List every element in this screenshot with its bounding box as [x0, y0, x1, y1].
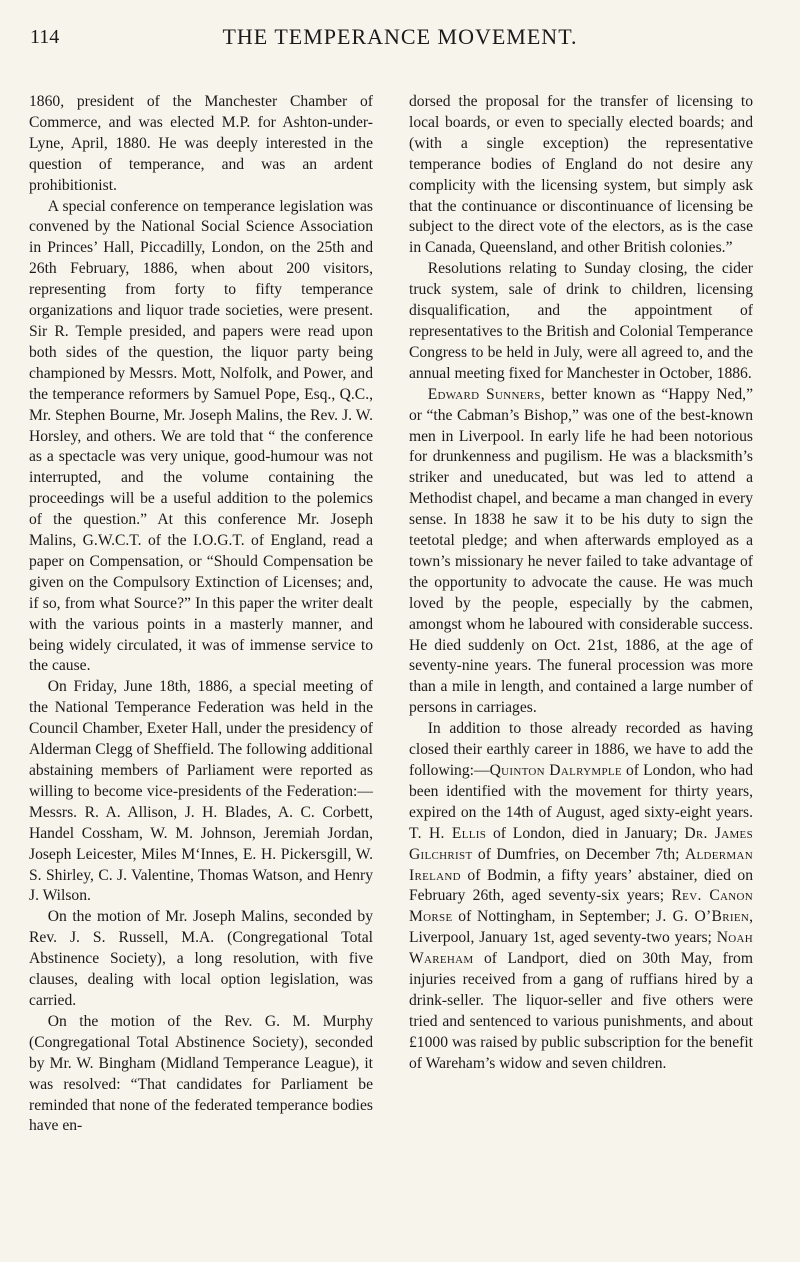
paragraph-text: In addition to those already recorded as having closed their earthly career in 1886, we have to add the following:—	[409, 720, 753, 779]
right-column	[409, 92, 753, 1075]
person-name: Noah Wareham	[409, 929, 753, 968]
paragraph: On the motion of the Rev. G. M. Murphy (Congregational Total Abstinence Society), seconded by Mr. W. Bingham (Midland Temperance League), it was resolved: “That candidates for Parliament be reminded that none of the federated temperance bodies have en-	[29, 1012, 373, 1135]
person-name: J. G. O’Brien	[655, 908, 750, 926]
paragraph-text: of London, who had been identified with the movement for thirty years, expired on the 14th of August, aged sixty-eight years.	[409, 762, 753, 821]
person-name: Edward Sunners,	[427, 385, 546, 403]
paragraph: dorsed the proposal for the transfer of licensing to local boards, or even to specially elected boards; and (with a single exception) the representative temperance bodies of England do not desire any complicity with the licensing system, but simply ask that the continuance or discontinuance of licensing be subject to the direct vote of the electors, as is the case in Canada, Queensland, and other British colonies.”	[409, 93, 753, 257]
paragraph-text: of Landport, died on 30th May, from injuries received from a gang of ruffians hired by a drink-seller. The liquor-seller and five others were tried and sentenced to various punishments, and about £1000 was raised by public subscription for the benefit of Wareham’s widow and seven children.	[409, 950, 753, 1072]
paragraph-text: of Nottingham, in September;	[452, 908, 656, 926]
paragraph: 1860, president of the Manchester Chamber of Commerce, and was elected M.P. for Ashton-under-Lyne, April, 1880. He was deeply interested in the question of temperance, and was an ardent prohibitionist.	[29, 93, 373, 194]
paragraph: On the motion of Mr. Joseph Malins, seconded by Rev. J. S. Russell, M.A. (Congregational Total Abstinence Society), a long resolution, with five clauses, dealing with local option legislation, was carried.	[29, 908, 373, 1009]
paragraph: A special conference on temperance legislation was convened by the National Social Science Association in Princes’ Hall, Piccadilly, London, on the 25th and 26th February, 1886, when about 200 visitors, representing from forty to fifty temperance organizations and liquor trade societies, were present. Sir R. Temple presided, and papers were read upon both sides of the question, the liquor party being championed by Messrs. Mott, Nolfolk, and Power, and the temperance reformers by Samuel Pope, Esq., Q.C., Mr. Stephen Bourne, Mr. Joseph Malins, the Rev. J. W. Horsley, and others. We are told that “ the conference as a spectacle was very unique, good-humour was not interrupted, and the volume containing the proceedings will be a useful addition to the polemics of the question.” At this conference Mr. Joseph Malins, G.W.C.T. of the I.O.G.T. of England, read a paper on Compensation, or “Should Compensation be given on the Compulsory Extinction of Licenses; and, if so, from what Source?” In this paper the writer dealt with the various points in a masterly manner, and being widely circulated, it was of immense service to the cause.	[29, 197, 373, 675]
person-name: Alderman Ireland	[409, 845, 753, 884]
paragraph-text: of Dumfries, on December 7th;	[472, 845, 685, 863]
person-name: Quinton Dalrymple	[489, 762, 622, 779]
paragraph-text: better known as “Happy Ned,” or “the Cabman’s Bishop,” was one of the best-known men in Liverpool. In early life he had been notorious for drunkenness and pugilism. He was a blacksmith’s striker and uneducated, but was led to attend a Methodist chapel, and became a man changed in every sense. In 1838 he saw it to be his duty to sign the teetotal pledge; and when afterwards employed as a town’s missionary he never failed to take advantage of the opportunity to advocate the cause. He was much loved by the people, especially by the cabmen, amongst whom he laboured with considerable success. He died suddenly on Oct. 21st, 1886, at the age of seventy-nine years. The funeral procession was more than a mile in length, and contained a large number of persons in carriages.	[409, 385, 753, 717]
page-number: 114	[30, 26, 60, 48]
paragraph-text: of London, died in January;	[486, 824, 685, 842]
paragraph: On Friday, June 18th, 1886, a special meeting of the National Temperance Federation was held in the Council Chamber, Exeter Hall, under the presidency of Alderman Clegg of Sheffield. The following additional abstaining members of Parliament were reported as willing to become vice-presidents of the Federation:—Messrs. R. A. Allison, J. H. Blades, A. C. Corbett, Handel Cossham, W. M. Johnson, Jeremiah Jordan, Joseph Leicester, Miles M‘Innes, E. H. Pickersgill, W. S. Shirley, C. J. Valentine, Thomas Watson, and Henry J. Wilson.	[29, 678, 373, 905]
person-name: T. H. Ellis	[409, 824, 487, 842]
paragraph	[409, 385, 753, 720]
paragraph: Resolutions relating to Sunday closing, the cider truck system, sale of drink to children, licensing disqualification, and the appointment of representatives to the British and Colonial Temperance Congress to be held in July, were all agreed to, and the annual meeting fixed for Manchester in October, 1886.	[409, 260, 753, 382]
person-name: Rev. Canon Morse	[409, 887, 753, 926]
paragraph	[409, 719, 753, 1074]
running-title: THE TEMPERANCE MOVEMENT.	[222, 24, 578, 49]
paragraph-text: , Liverpool, January 1st, aged seventy-two years;	[409, 908, 753, 947]
person-name: Dr. James Gilchrist	[409, 824, 753, 863]
left-column	[29, 92, 373, 1137]
paragraph-text: of Bodmin, a fifty years’ abstainer, died on February 26th, aged seventy-six years;	[409, 866, 753, 905]
